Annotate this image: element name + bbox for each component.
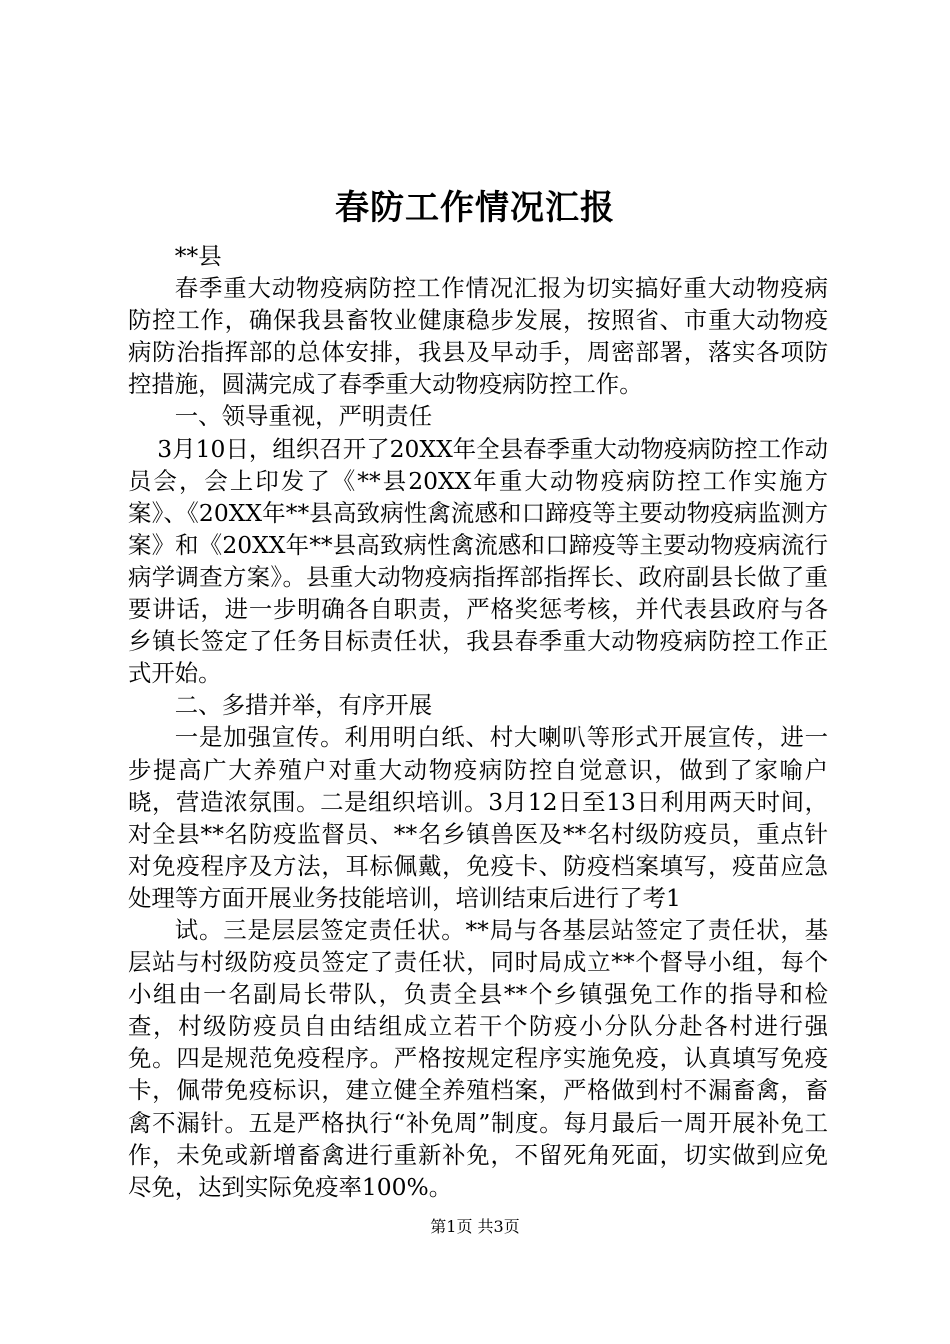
section-heading-2: 二、多措并举，有序开展 [174,691,433,720]
document-body [128,240,828,1203]
intro-paragraph: 春季重大动物疫病防控工作情况汇报为切实搞好重大动物疫病防控工作，确保我县畜牧业健康稳步发展，按照省、市重大动物疫病防治指挥部的总体安排，我县及早动手，周密部署，落实各项防控措施，圆满完成了春季重大动物疫病防控工作。 [128,274,828,399]
section-2-continuation-paragraph: 试。三是层层签定责任状。**局与各基层站签定了责任状，基层站与村级防疫员签定了责任状，同时局成立**个督导小组，每个小组由一名副局长带队，负责全县**个乡镇强免工作的指导和检查，村级防疫员自由结组成立若干个防疫小分队分赴各村进行强免。四是规范免疫程序。严格按规定程序实施免疫，认真填写免疫卡，佩带免疫标识，建立健全养殖档案，严格做到村不漏畜禽，畜禽不漏针。五是严格执行“补免周”制度。每月最后一周开展补免工作，未免或新增畜禽进行重新补免，不留死角死面，切实做到应免尽免，达到实际免疫率100%。 [128,915,828,1201]
page-number-footer: 第1页 共3页 [430,1217,520,1236]
county-name: **县 [174,242,222,270]
section-1-paragraph: 3月10日，组织召开了20XX年全县春季重大动物疫病防控工作动员会，会上印发了《**县20XX年重大动物疫病防控工作实施方案》、《20XX年**县高致病性禽流感和口蹄疫等主要动物疫病监测方案》和《20XX年**县高致病性禽流感和口蹄疫等主要动物疫病流行病学调查方案》。县重大动物疫病指挥部指挥长、政府副县长做了重要讲话，进一步明确各自职责，严格奖惩考核，并代表县政府与各乡镇长签定了任务目标责任状，我县春季重大动物疫病防控工作正式开始。 [128,434,828,688]
document-title: 春防工作情况汇报 [335,188,615,228]
section-2-paragraph: 一是加强宣传。利用明白纸、村大喇叭等形式开展宣传，进一步提高广大养殖户对重大动物疫病防控自觉意识，做到了家喻户晓，营造浓氛围。二是组织培训。3月12日至13日利用两天时间，对全县**名防疫监督员、**名乡镇兽医及**名村级防疫员，重点针对免疫程序及方法，耳标佩戴，免疫卡、防疫档案填写，疫苗应急处理等方面开展业务技能培训，培训结束后进行了考1 [128,723,828,912]
section-heading-1: 一、领导重视，严明责任 [174,402,433,431]
